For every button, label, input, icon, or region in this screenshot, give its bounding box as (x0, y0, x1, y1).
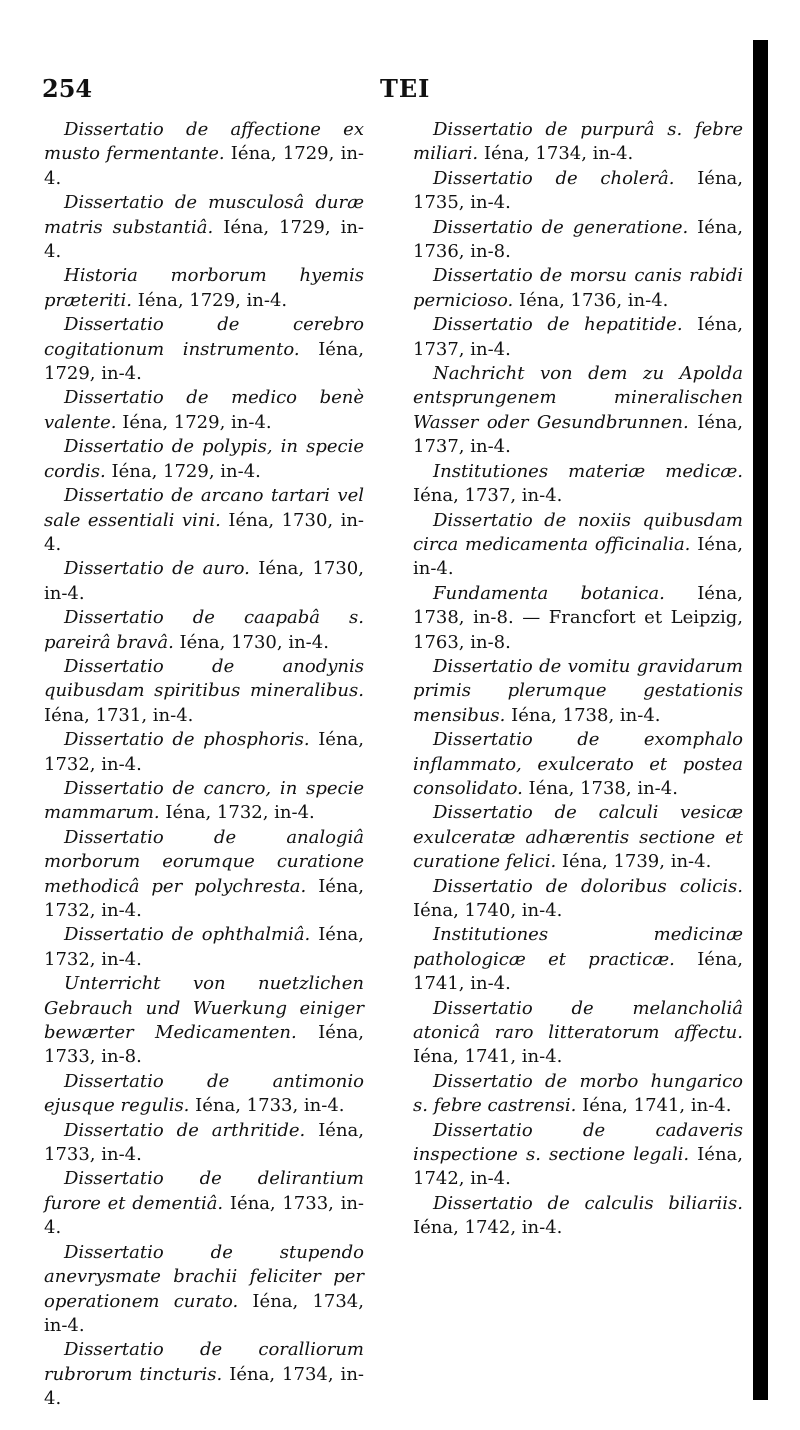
entry-imprint: Iéna, 1741, in-4. (413, 1046, 563, 1068)
entry-title: Fundamenta botanica. (433, 582, 665, 604)
bibliography-entry (413, 460, 743, 509)
entry-title: Dissertatio de noxiis quibusdam circa medicamenta officinalia. (413, 509, 743, 555)
entry-imprint: Iéna, 1729, in-4. (44, 216, 365, 263)
bibliography-entry (44, 1167, 364, 1240)
bibliography-entry (413, 509, 743, 582)
entry-imprint: Iéna, 1732, in-4. (44, 875, 365, 921)
entry-title: Dissertatio de cancro, in specie mammarum. (44, 777, 364, 824)
bibliography-entry (44, 1338, 364, 1411)
entry-imprint: Iéna, in-4. (413, 533, 744, 580)
bibliography-entry (44, 118, 364, 191)
entry-imprint: Iéna, 1741, in-4. (413, 948, 743, 995)
entry-title: Dissertatio de calculi vesicæ exulceratæ adhærentis sectione et curatione felici. (413, 802, 743, 873)
bibliography-entry (413, 118, 743, 167)
entry-title: Dissertatio de calculis biliariis. (433, 1192, 743, 1214)
running-head: TEI (380, 74, 431, 103)
entry-title: Dissertatio de exomphalo inflammato, exulcerato et postea consolidato. (413, 729, 743, 799)
entry-title: Dissertatio de analogiâ morborum eorumque curatione methodicâ per polychresta. (44, 826, 364, 897)
bibliography-entry (44, 728, 364, 777)
entry-imprint: Iéna, 1733, in-4. (44, 1119, 365, 1166)
bibliography-entry (44, 1119, 364, 1168)
entry-title: Dissertatio de affectione ex musto fermentante. (44, 119, 364, 165)
entry-imprint: Iéna, 1734, in-4. (44, 1290, 364, 1336)
entry-imprint: Iéna, 1732, in-4. (44, 729, 364, 775)
entry-imprint: Iéna, 1742, in-4. (413, 1217, 563, 1239)
entry-title: Nachricht von dem zu Apolda entsprungenem mineralischen Wasser oder Gesundbrunnen. (413, 363, 743, 433)
entry-title: Dissertatio de antimonio ejusque regulis. (44, 1070, 364, 1117)
entry-title: Dissertatio de polypis, in specie cordis. (44, 436, 364, 482)
entry-title: Institutiones materiæ medicæ. (433, 460, 743, 482)
entry-title: Dissertatio de musculosâ duræ matris substantiâ. (44, 192, 364, 238)
entry-title: Unterricht von nuetzlichen Gebrauch und Wuerkung einiger bewærter Medicamenten. (44, 973, 364, 1044)
bibliography-entry (413, 264, 743, 313)
entry-imprint: Iéna, 1730, in-4. (173, 631, 329, 653)
entry-title: Dissertatio de melancholiâ atonicâ raro litteratorum affectu. (413, 997, 743, 1044)
left-column (44, 118, 364, 1412)
entry-title: Dissertatio de morbo hungarico s. febre castrensi. (413, 1070, 743, 1117)
entry-imprint: Iéna, 1738, in-4. (522, 777, 678, 799)
bibliography-entry (44, 386, 364, 435)
bibliography-entry (413, 362, 743, 460)
entry-imprint: Iéna, 1729, in-4. (44, 143, 365, 189)
entry-title: Dissertatio de delirantium furore et dementiâ. (44, 1168, 364, 1214)
entry-title: Dissertatio de hepatitide. (433, 314, 683, 336)
entry-imprint: Iéna, 1737, in-4. (413, 411, 743, 458)
entry-imprint: Iéna, 1736, in-4. (513, 289, 669, 311)
entry-imprint: Iéna, 1731, in-4. (44, 704, 194, 726)
entry-title: Dissertatio de medico benè valente. (44, 387, 364, 433)
entry-title: Dissertatio de ophthalmiâ. (64, 924, 311, 946)
entry-imprint: Iéna, 1739, in-4. (556, 851, 712, 873)
bibliography-entry (413, 1192, 743, 1241)
entry-title: Dissertatio de arcano tartari vel sale essentiali vini. (44, 485, 364, 531)
bibliography-entry (413, 728, 743, 801)
entry-imprint: Iéna, 1737, in-4. (413, 485, 563, 507)
bibliography-entry (44, 313, 364, 386)
entry-title: Dissertatio de cerebro cogitationum instrumento. (44, 314, 364, 360)
entry-imprint: Iéna, 1733, in-4. (44, 1192, 364, 1239)
entry-imprint: Iéna, 1741, in-4. (576, 1095, 732, 1117)
entry-imprint: Iéna, 1733, in-8. (44, 1022, 364, 1068)
entry-imprint: Iéna, 1733, in-4. (189, 1095, 345, 1117)
bibliography-entry (413, 923, 743, 996)
page-edge-shadow (753, 40, 768, 1400)
page-number: 254 (42, 74, 93, 103)
entry-imprint: Iéna, 1738, in-8. — Francfort et Leipzig, 1763, in-8. (413, 582, 744, 653)
bibliography-entry (413, 167, 743, 216)
bibliography-entry (413, 1070, 743, 1119)
entry-title: Dissertatio de vomitu gravidarum primis plerumque gestationis mensibus. (413, 655, 743, 726)
bibliography-entry (413, 655, 743, 728)
bibliography-entry (44, 1241, 364, 1339)
right-column (413, 118, 743, 1241)
entry-title: Dissertatio de stupendo anevrysmate brachii feliciter per operationem curato. (44, 1241, 364, 1312)
entry-imprint: Iéna, 1736, in-8. (413, 216, 743, 263)
entry-title: Dissertatio de cadaveris inspectione s. sectione legali. (413, 1119, 743, 1166)
bibliography-entry (44, 777, 364, 826)
entry-title: Institutiones medicinæ pathologicæ et practicæ. (413, 924, 743, 970)
entry-imprint: Iéna, 1729, in-4. (132, 289, 288, 311)
bibliography-entry (44, 1070, 364, 1119)
bibliography-entry (44, 264, 364, 313)
bibliography-entry (413, 997, 743, 1070)
entry-title: Dissertatio de purpurâ s. febre miliari. (413, 119, 743, 165)
entry-imprint: Iéna, 1738, in-4. (505, 704, 661, 726)
bibliography-entry (44, 435, 364, 484)
entry-title: Dissertatio de arthritide. (64, 1119, 306, 1141)
bibliography-entry (44, 826, 364, 924)
entry-imprint: Iéna, 1740, in-4. (413, 900, 563, 921)
entry-imprint: Iéna, 1735, in-4. (413, 167, 744, 214)
entry-title: Dissertatio de doloribus colicis. (433, 875, 743, 897)
bibliography-entry (44, 191, 364, 264)
entry-title: Dissertatio de cholerâ. (433, 167, 675, 189)
entry-imprint: Iéna, 1734, in-4. (478, 143, 634, 165)
entry-title: Dissertatio de caapabâ s. pareirâ bravâ. (44, 607, 364, 653)
entry-title: Dissertatio de coralliorum rubrorum tincturis. (44, 1339, 364, 1385)
bibliography-entry (44, 655, 364, 728)
bibliography-entry (413, 801, 743, 874)
bibliography-entry (413, 582, 743, 655)
bibliography-entry (44, 606, 364, 655)
entry-imprint: Iéna, 1732, in-4. (44, 924, 365, 970)
bibliography-entry (44, 923, 364, 972)
entry-title: Dissertatio de morsu canis rabidi pernicioso. (413, 265, 743, 311)
entry-imprint: Iéna, 1729, in-4. (105, 460, 261, 482)
bibliography-entry (413, 1119, 743, 1192)
entry-title: Dissertatio de phosphoris. (64, 729, 310, 751)
entry-imprint: Iéna, 1730, in-4. (44, 509, 365, 555)
entry-imprint: Iéna, 1730, in-4. (44, 558, 364, 604)
entry-imprint: Iéna, 1742, in-4. (413, 1144, 743, 1190)
entry-imprint: Iéna, 1729, in-4. (44, 338, 364, 385)
entry-imprint: Iéna, 1729, in-4. (116, 411, 272, 433)
entry-imprint: Iéna, 1734, in-4. (44, 1363, 364, 1410)
bibliography-entry (44, 972, 364, 1070)
bibliography-entry (413, 313, 743, 362)
entry-title: Dissertatio de generatione. (433, 216, 689, 238)
bibliography-entry (413, 875, 743, 924)
bibliography-entry (44, 557, 364, 606)
entry-title: Historia morborum hyemis præteriti. (44, 265, 364, 311)
bibliography-entry (44, 484, 364, 557)
entry-imprint: Iéna, 1732, in-4. (159, 802, 315, 824)
entry-title: Dissertatio de auro. (64, 558, 250, 580)
entry-title: Dissertatio de anodynis quibusdam spiritibus mineralibus. (44, 655, 364, 702)
entry-imprint: Iéna, 1737, in-4. (413, 314, 743, 360)
bibliography-entry (413, 216, 743, 265)
